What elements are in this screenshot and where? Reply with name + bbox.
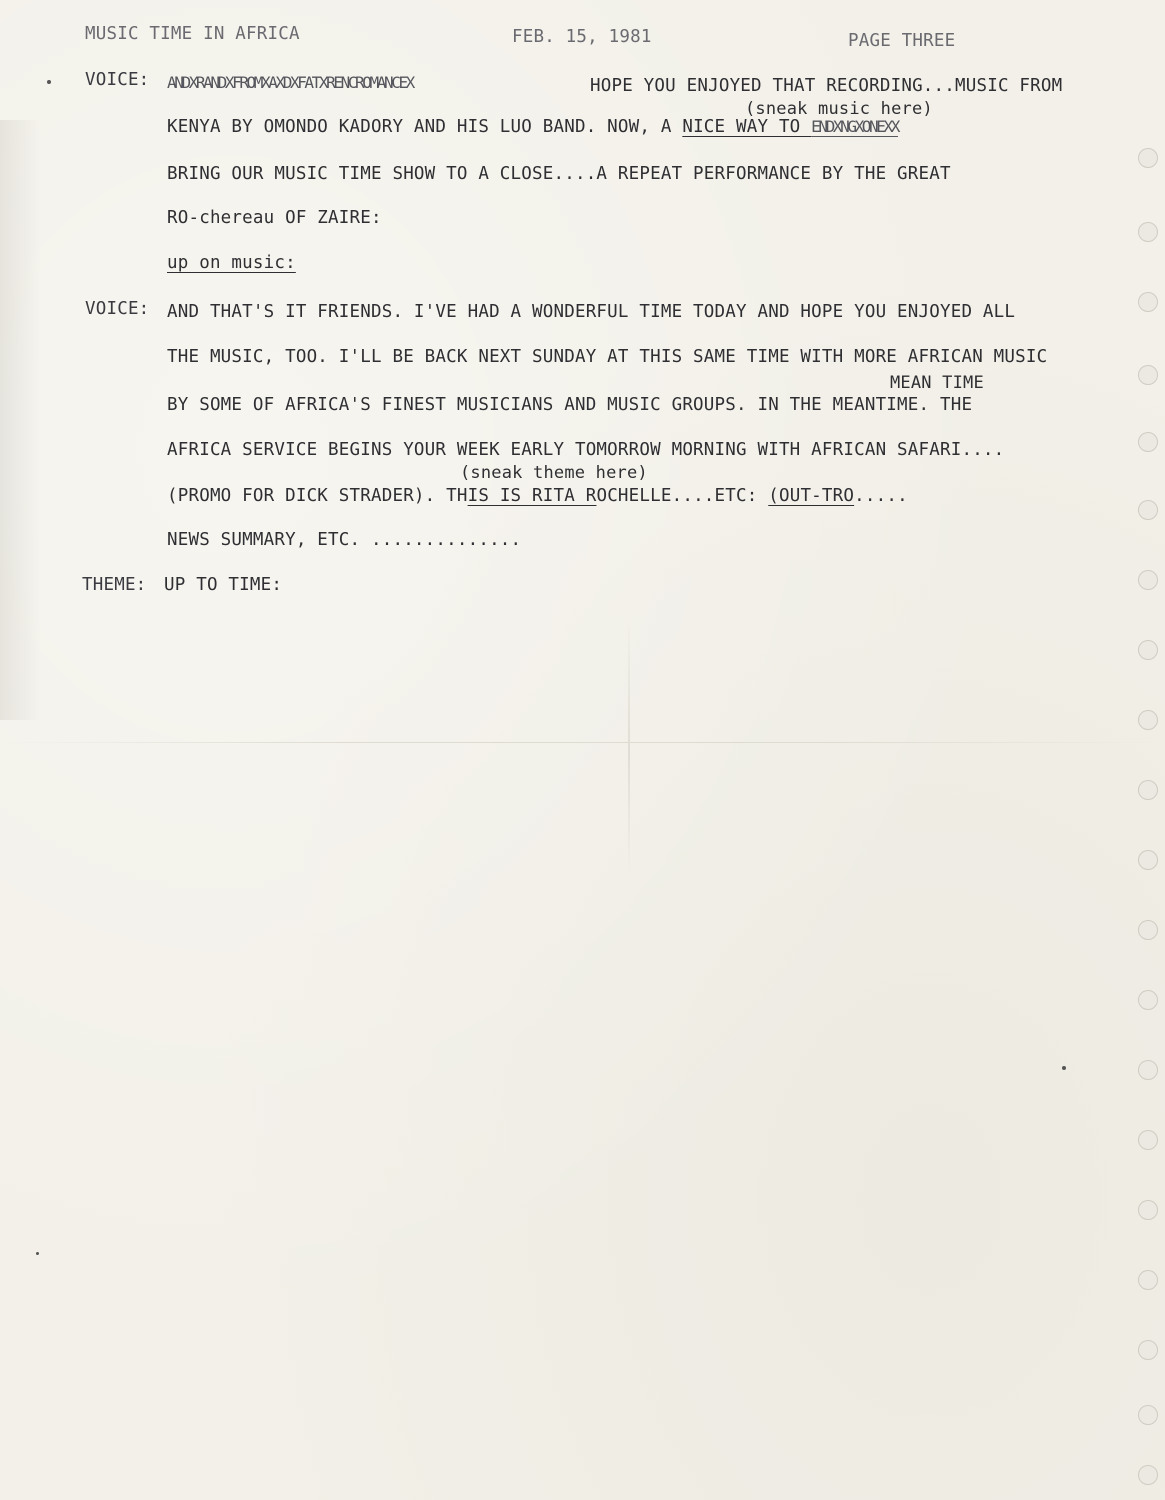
- binder-hole: [1138, 570, 1158, 590]
- binder-hole: [1138, 1200, 1158, 1220]
- binder-hole: [1138, 990, 1158, 1010]
- fold-crease-vertical: [628, 620, 630, 880]
- binder-hole: [1138, 365, 1158, 385]
- script-line: AFRICA SERVICE BEGINS YOUR WEEK EARLY TOMORROW MORNING WITH AFRICAN SAFARI....: [167, 440, 1005, 460]
- struck-out-text: ENDXNGXONEXX: [811, 117, 898, 136]
- page-number: PAGE THREE: [848, 31, 956, 51]
- handwritten-insert: (sneak theme here): [460, 463, 648, 483]
- paper-edge-shadow: [0, 120, 40, 720]
- script-line: UP TO TIME:: [164, 575, 283, 595]
- line-text: OCHELLE....ETC:: [596, 486, 769, 506]
- script-line: [167, 486, 908, 506]
- binder-hole: [1138, 640, 1158, 660]
- binder-hole: [1138, 500, 1158, 520]
- binder-hole: [1138, 1270, 1158, 1290]
- script-date: FEB. 15, 1981: [512, 27, 652, 47]
- handwritten-insert: (sneak music here): [745, 99, 933, 119]
- binder-hole: [1138, 1340, 1158, 1360]
- speaker-label: THEME:: [82, 575, 147, 595]
- script-line: RO-chereau OF ZAIRE:: [167, 208, 382, 228]
- binder-hole: [1138, 1465, 1158, 1485]
- binder-hole: [1138, 432, 1158, 452]
- script-line: HOPE YOU ENJOYED THAT RECORDING...MUSIC FROM: [590, 76, 1063, 96]
- script-line: NEWS SUMMARY, ETC. ..............: [167, 530, 522, 550]
- binder-hole: [1138, 148, 1158, 168]
- program-title: MUSIC TIME IN AFRICA: [85, 24, 300, 44]
- binder-hole: [1138, 222, 1158, 242]
- struck-out-text: ANDXRANDXFROMXAXDXFATXRENCROMANCEX: [167, 73, 413, 92]
- binder-hole: [1138, 1060, 1158, 1080]
- binder-hole: [1138, 1130, 1158, 1150]
- stray-mark: [36, 1252, 39, 1255]
- binder-hole: [1138, 292, 1158, 312]
- underlined-text: IS IS RITA R: [467, 486, 597, 506]
- speaker-label: VOICE:: [85, 70, 150, 90]
- stray-mark: [47, 80, 51, 84]
- binder-hole: [1138, 920, 1158, 940]
- underlined-text: (OUT-TRO: [768, 486, 855, 506]
- binder-hole: [1138, 1405, 1158, 1425]
- binder-hole: [1138, 710, 1158, 730]
- binder-hole: [1138, 850, 1158, 870]
- stray-mark: [1062, 1066, 1066, 1070]
- line-text: .....: [854, 486, 908, 506]
- underlined-text: NICE WAY TO: [682, 117, 812, 137]
- line-text: (PROMO FOR DICK STRADER). TH: [167, 486, 468, 506]
- fold-crease-horizontal: [0, 742, 1165, 743]
- binder-hole: [1138, 780, 1158, 800]
- music-cue: up on music:: [167, 253, 296, 273]
- script-line: BRING OUR MUSIC TIME SHOW TO A CLOSE....A REPEAT PERFORMANCE BY THE GREAT: [167, 164, 951, 184]
- script-line: AND THAT'S IT FRIENDS. I'VE HAD A WONDERFUL TIME TODAY AND HOPE YOU ENJOYED ALL: [167, 302, 1016, 322]
- script-line: BY SOME OF AFRICA'S FINEST MUSICIANS AND MUSIC GROUPS. IN THE MEANTIME. THE: [167, 395, 973, 415]
- line-text: KENYA BY OMONDO KADORY AND HIS LUO BAND. NOW, A: [167, 117, 683, 137]
- speaker-label: VOICE:: [85, 299, 150, 319]
- script-line: THE MUSIC, TOO. I'LL BE BACK NEXT SUNDAY AT THIS SAME TIME WITH MORE AFRICAN MUSIC: [167, 347, 1048, 367]
- typed-insert: MEAN TIME: [890, 373, 984, 393]
- script-line: [167, 117, 898, 137]
